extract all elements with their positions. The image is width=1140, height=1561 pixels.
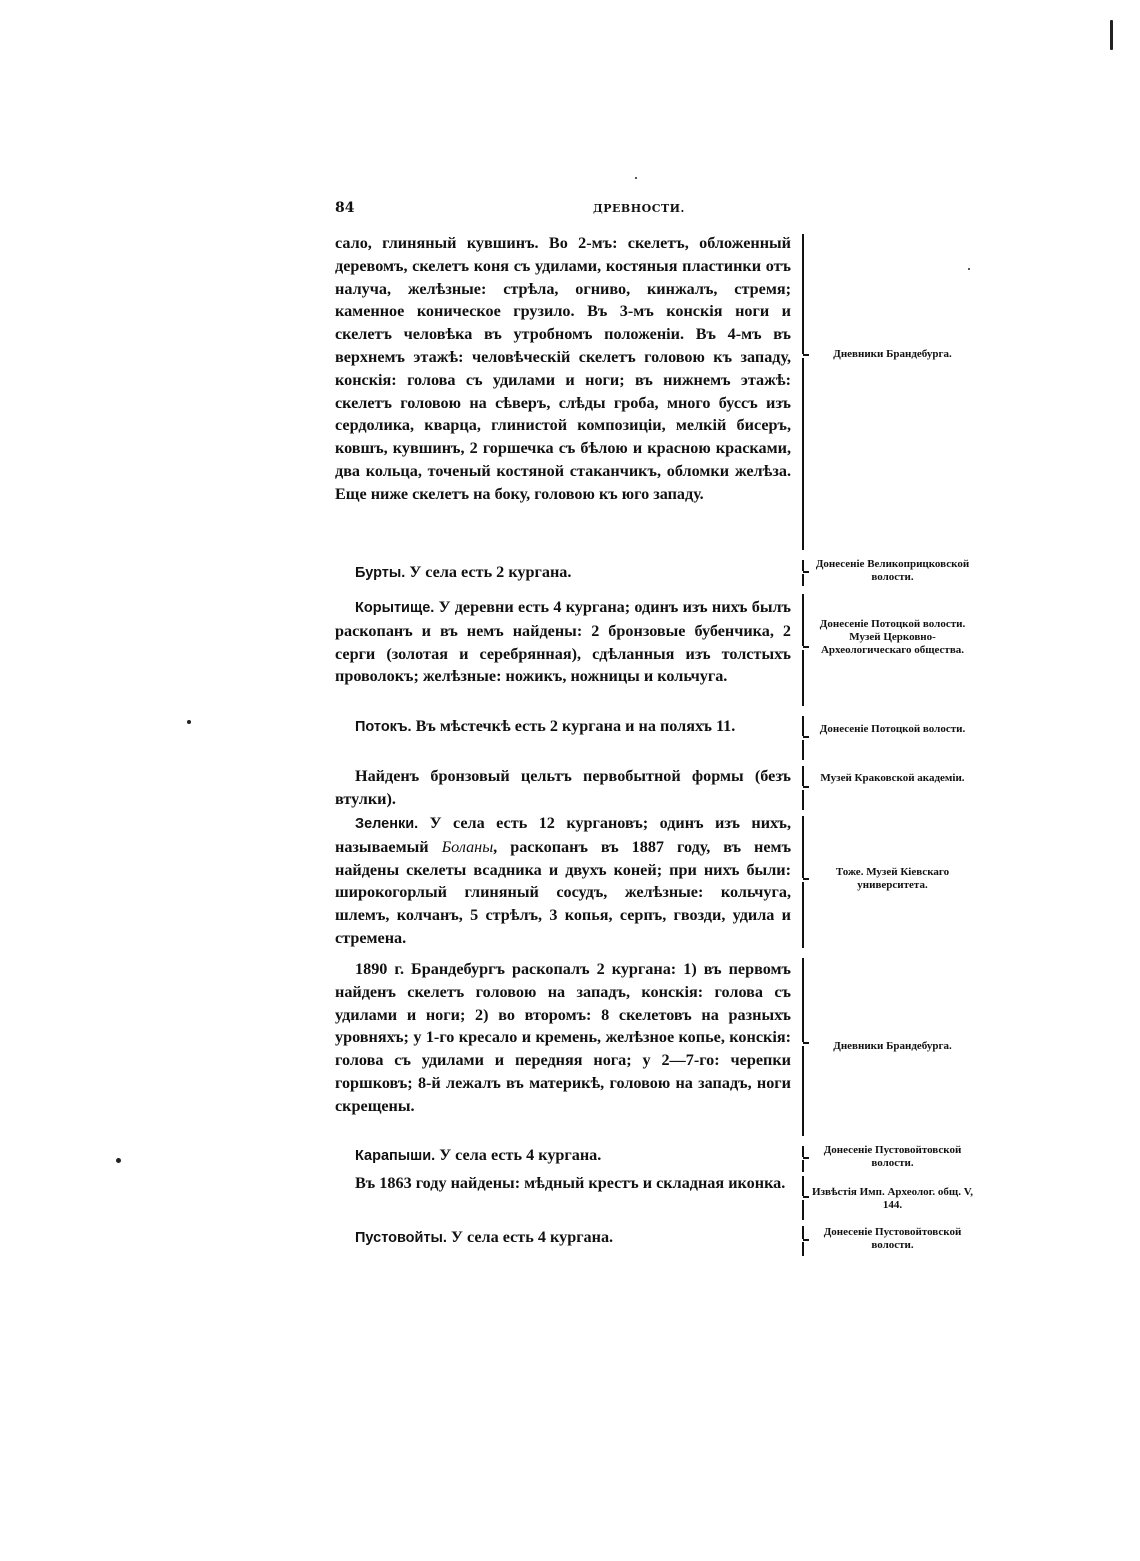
place-name: Зеленки. (355, 816, 419, 832)
entry-potok (335, 715, 791, 739)
running-title: ДРЕВНОСТИ. (593, 202, 685, 215)
entry-karapyshi (335, 1144, 791, 1168)
scan-speck (635, 177, 637, 179)
entry-text: У села есть 12 кургановъ; одинъ изъ нихъ, называемый (335, 814, 791, 856)
page-header (335, 200, 795, 220)
entry-text: У деревни есть 4 кургана; одинъ изъ нихъ былъ раскопанъ и въ немъ найдены: 2 бронзовые бубенчика, 2 серги (золотая и серебрянная), сдѣланныя изъ толстыхъ проволокъ; желѣзные: ножикъ, ножницы и кольчуга. (335, 598, 791, 686)
brace (796, 560, 808, 586)
source-note: Донесеніе Пустовойтовской волости. (823, 1226, 962, 1251)
brace (796, 1226, 808, 1256)
entry-text: Въ 1863 году найдены: мѣдный крестъ и складная иконка. (355, 1174, 786, 1192)
scan-speck (968, 268, 970, 270)
place-name: Корытище. (355, 600, 435, 616)
source-note: Тоже. Музей Кіевскаго университета. (835, 866, 950, 891)
entry-continuation (335, 232, 791, 506)
entry-zelenki (335, 812, 791, 950)
brace (796, 816, 808, 948)
source-note: Дневники Брандебурга. (833, 1040, 952, 1052)
brace (796, 594, 808, 706)
brace (796, 1146, 808, 1172)
entry-celt (335, 765, 791, 811)
scan-speck (187, 720, 191, 724)
place-name: Потокъ. (355, 719, 412, 735)
entry-text: У села есть 4 кургана. (451, 1228, 614, 1246)
source-note: Извѣстія Имп. Археолог. общ. V, 144. (812, 1186, 973, 1211)
entry-korytishche (335, 596, 791, 688)
brace (796, 958, 808, 1136)
entry-text: Въ мѣстечкѣ есть 2 кургана и на поляхъ 11. (415, 717, 736, 735)
place-name: Карапыши. (355, 1148, 436, 1164)
place-name: Пустовойты. (355, 1230, 447, 1246)
entry-text: У села есть 2 кургана. (409, 563, 572, 581)
entry-text: У села есть 4 кургана. (439, 1146, 602, 1164)
entry-text: Найденъ бронзовый цельтъ первобытной формы (безъ втулки). (335, 767, 791, 808)
source-note: Донесеніе Пустовойтовской волости. (823, 1144, 962, 1169)
scan-edge (1110, 20, 1113, 50)
place-name: Бурты. (355, 565, 406, 581)
entry-kraps-1863 (335, 1172, 791, 1195)
source-note: Донесеніе Потоцкой волости. (819, 723, 966, 735)
brace (796, 234, 808, 550)
entry-burty (335, 561, 791, 585)
kurgan-name: Боланы (441, 837, 494, 856)
brace (796, 716, 808, 760)
entry-text: сало, глиняный кувшинъ. Во 2-мъ: скелетъ, обложенный деревомъ, скелетъ коня съ удилами, костяныя пластинки отъ налуча, желѣзные: стрѣла, огниво, кинжалъ, стремя; каменное коническое грузило. Въ 3-мъ конскія ноги и скелетъ человѣка въ утробномъ положеніи. Въ 4-мъ въ верхнемъ этажѣ: человѣческій скелетъ головою къ западу, конскія: голова съ удилами и ноги; въ нижнемъ этажѣ: скелетъ головою на сѣверъ, слѣды гроба, много буссъ изъ сердолика, кварца, глинистой композиціи, мелкій бисеръ, ковшъ, кувшинъ, 2 горшечка съ бѣлою и красною красками, два кольца, точеный костяной стаканчикъ, обломки желѣза. Еще ниже скелетъ на боку, головою къ юго западу. (335, 234, 791, 503)
source-note: Дневники Брандебурга. (833, 348, 952, 360)
entry-text: 1890 г. Брандебургъ раскопалъ 2 кургана: 1) въ первомъ найденъ скелетъ головою на западъ, конскія: голова съ удилами и ноги; 2) во второмъ: 8 скелетовъ на разныхъ уровняхъ; у 1-го кресало и кремень, желѣзное копье, конскія: голова съ удилами и передняя нога; у 2—7-го: черепки горшковъ; 8-й лежалъ въ материкѣ, головою на западъ, ноги скрещены. (335, 960, 791, 1115)
brace (796, 766, 808, 810)
entry-pustovoity (335, 1226, 791, 1250)
entry-brandeburg-1890 (335, 958, 791, 1118)
page-number: 84 (335, 200, 355, 216)
entry-text: , раскопанъ въ 1887 году, въ немъ найдены скелеты всадника и двухъ коней; при нихъ были: широкогорлый глиняный сосудъ, желѣзные: кольчуга, шлемъ, колчанъ, 5 стрѣлъ, 3 копья, серпъ, гвозди, удила и стремена. (335, 837, 792, 947)
source-note: Музей Краковской академіи. (820, 772, 965, 784)
source-note: Донесеніе Великоприцковской волости. (815, 558, 970, 583)
brace (796, 1176, 808, 1220)
source-note: Донесеніе Потоцкой волости. Музей Церковно-Археологическаго общества. (819, 618, 966, 656)
scan-speck (116, 1158, 121, 1163)
